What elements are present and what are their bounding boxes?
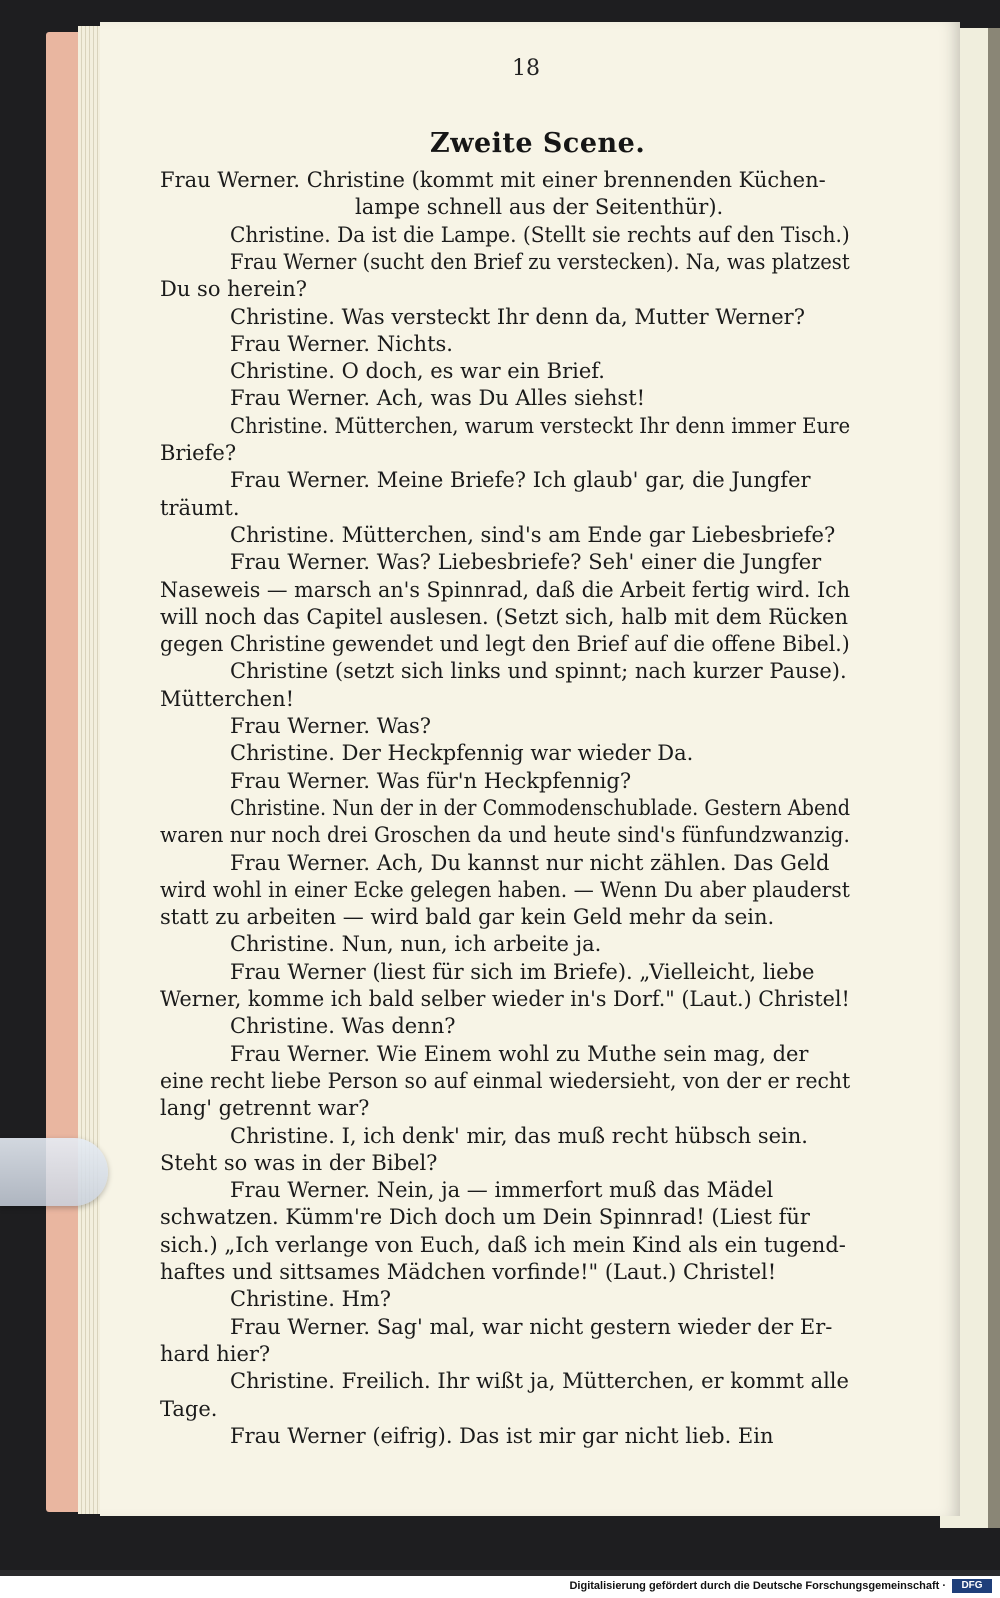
text-line: Briefe? <box>160 441 237 465</box>
text-line: Steht so was in der Bibel? <box>160 1150 438 1175</box>
text-line: Christine. I, ich denk' mir, das muß recht hübsch sein. <box>230 1123 808 1148</box>
text-line: lampe schnell aus der Seitenthür). <box>355 195 724 220</box>
scanner-thumb <box>0 1138 108 1206</box>
text-line: Frau Werner. Ach, Du kannst nur nicht zählen. Das Geld <box>230 850 830 875</box>
text-line: Christine. Mütterchen, warum versteckt Ihr denn immer Eure <box>230 413 851 438</box>
text-line: Christine. Hm? <box>230 1287 392 1312</box>
text-line: Christine. Mütterchen, sind's am Ende gar Liebesbriefe? <box>230 522 836 547</box>
page-number: 18 <box>512 56 540 81</box>
text-line: wird wohl in einer Ecke gelegen haben. — Wenn Du aber plauderst <box>160 877 850 902</box>
text-line: Frau Werner. Nichts. <box>230 331 453 356</box>
text-line: Naseweis — marsch an's Spinnrad, daß die Arbeit fertig wird. Ich <box>160 577 851 602</box>
text-line: Mütterchen! <box>160 686 295 711</box>
text-line: Christine. Da ist die Lampe. (Stellt sie rechts auf den Tisch.) <box>230 222 850 247</box>
text-line: Christine. Nun der in der Commodenschublade. Gestern Abend <box>230 795 851 820</box>
text-line: Christine (setzt sich links und spinnt; nach kurzer Pause). <box>230 659 847 684</box>
text-line: Werner, komme ich bald selber wieder in's Dorf." (Laut.) Christel! <box>160 987 850 1011</box>
text-line: gegen Christine gewendet und legt den Brief auf die offene Bibel.) <box>160 632 850 657</box>
text-line: träumt. <box>160 495 240 520</box>
text-line: Frau Werner (liest für sich im Briefe). „Vielleicht, liebe <box>230 959 815 984</box>
text-line: Christine. Was denn? <box>230 1014 456 1039</box>
text-line: schwatzen. Kümm're Dich doch um Dein Spinnrad! (Liest für <box>160 1205 810 1230</box>
text-line: Frau Werner. Was? Liebesbriefe? Seh' einer die Jungfer <box>230 550 822 575</box>
text-line: eine recht liebe Person so auf einmal wiedersieht, von der er recht <box>160 1068 851 1093</box>
text-line: will noch das Capitel auslesen. (Setzt sich, halb mit dem Rücken <box>160 604 849 629</box>
book-cover-edge <box>988 28 1000 1528</box>
text-line: Tage. <box>160 1396 218 1421</box>
text-line: Frau Werner. Ach, was Du Alles siehst! <box>230 386 646 411</box>
text-line: statt zu arbeiten — wird bald gar kein Geld mehr da sein. <box>160 905 775 930</box>
scene-title: Zweite Scene. <box>430 128 646 159</box>
text-line: Frau Werner. Christine (kommt mit einer brennenden Küchen- <box>160 168 826 192</box>
text-line: Frau Werner. Wie Einem wohl zu Muthe sein mag, der <box>230 1041 809 1066</box>
footer-credit: Digitalisierung gefördert durch die Deutsche Forschungsgemeinschaft · <box>569 1580 946 1592</box>
text-line: Frau Werner. Nein, ja — immerfort muß das Mädel <box>230 1178 774 1203</box>
text-line: Christine. Was versteckt Ihr denn da, Mutter Werner? <box>230 304 805 329</box>
text-line: Frau Werner (eifrig). Das ist mir gar nicht lieb. Ein <box>230 1423 774 1448</box>
text-line: Christine. Freilich. Ihr wißt ja, Mütterchen, er kommt alle <box>230 1369 849 1394</box>
text-line: waren nur noch drei Groschen da und heute sind's fünfundzwanzig. <box>160 823 850 848</box>
text-line: Du so herein? <box>160 277 308 302</box>
text-line: Frau Werner. Was für'n Heckpfennig? <box>230 768 632 793</box>
text-line: Christine. Der Heckpfennig war wieder Da. <box>230 741 694 766</box>
text-line: Frau Werner. Sag' mal, war nicht gestern wieder der Er- <box>230 1314 833 1339</box>
text-line: Christine. Nun, nun, ich arbeite ja. <box>230 932 602 957</box>
text-line: sich.) „Ich verlange von Euch, daß ich mein Kind als ein tugend- <box>160 1232 846 1257</box>
text-line: Frau Werner. Was? <box>230 714 432 738</box>
text-line: haftes und sittsames Mädchen vorfinde!" (Laut.) Christel! <box>160 1260 777 1284</box>
text-line: Christine. O doch, es war ein Brief. <box>230 359 605 384</box>
text-line: hard hier? <box>160 1341 271 1366</box>
text-line: Frau Werner. Meine Briefe? Ich glaub' gar, die Jungfer <box>230 468 811 493</box>
dfg-logo: DFG <box>952 1579 992 1593</box>
text-line: Frau Werner (sucht den Brief zu verstecken). Na, was platzest <box>230 249 850 274</box>
text-line: lang' getrennt war? <box>160 1096 370 1121</box>
